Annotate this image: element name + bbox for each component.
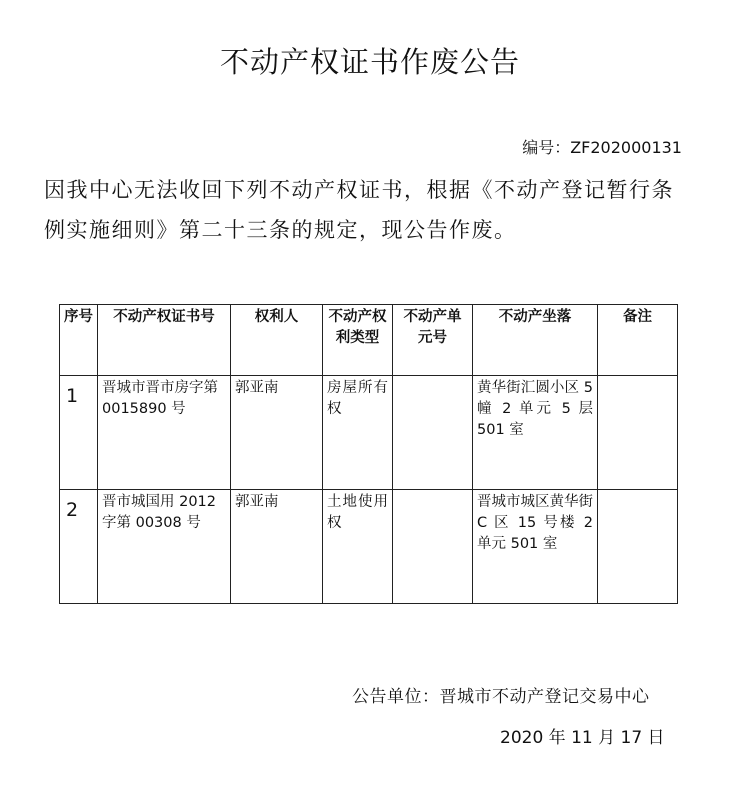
cell-right-type: 土地使用权 <box>323 490 393 604</box>
certificate-table <box>59 304 678 604</box>
cell-cert-no: 晋市城国用 2012 字第 00308 号 <box>98 490 231 604</box>
header-unit-no: 不动产单元号 <box>393 305 473 376</box>
table-row <box>60 490 678 604</box>
cell-holder: 郭亚南 <box>231 490 323 604</box>
cell-no: 1 <box>60 376 98 490</box>
header-right-type: 不动产权利类型 <box>323 305 393 376</box>
cell-location: 晋城市城区黄华街 C 区 15 号楼 2 单元 501 室 <box>473 490 598 604</box>
header-holder: 权利人 <box>231 305 323 376</box>
header-location: 不动产坐落 <box>473 305 598 376</box>
cell-unit-no <box>393 490 473 604</box>
cell-location: 黄华街汇圆小区 5 幢 2 单元 5 层 501 室 <box>473 376 598 490</box>
cell-holder: 郭亚南 <box>231 376 323 490</box>
table-row <box>60 376 678 490</box>
cell-remark <box>598 490 678 604</box>
cell-cert-no: 晋城市晋市房字第 0015890 号 <box>98 376 231 490</box>
cell-unit-no <box>393 376 473 490</box>
table-header-row <box>60 305 678 376</box>
page-title: 不动产权证书作废公告 <box>219 45 520 79</box>
cell-right-type: 房屋所有权 <box>323 376 393 490</box>
announcement-text: 因我中心无法收回下列不动产权证书，根据《不动产登记暂行条例实施细则》第二十三条的规定，现公告作废。 <box>44 178 674 242</box>
cell-no: 2 <box>60 490 98 604</box>
document-number: 编号：ZF202000131 <box>522 138 682 157</box>
header-remark: 备注 <box>598 305 678 376</box>
issue-date: 2020 年 11 月 17 日 <box>500 728 665 748</box>
cell-remark <box>598 376 678 490</box>
header-cert-no: 不动产权证书号 <box>98 305 231 376</box>
header-no: 序号 <box>60 305 98 376</box>
issuing-unit: 公告单位：晋城市不动产登记交易中心 <box>352 687 650 707</box>
